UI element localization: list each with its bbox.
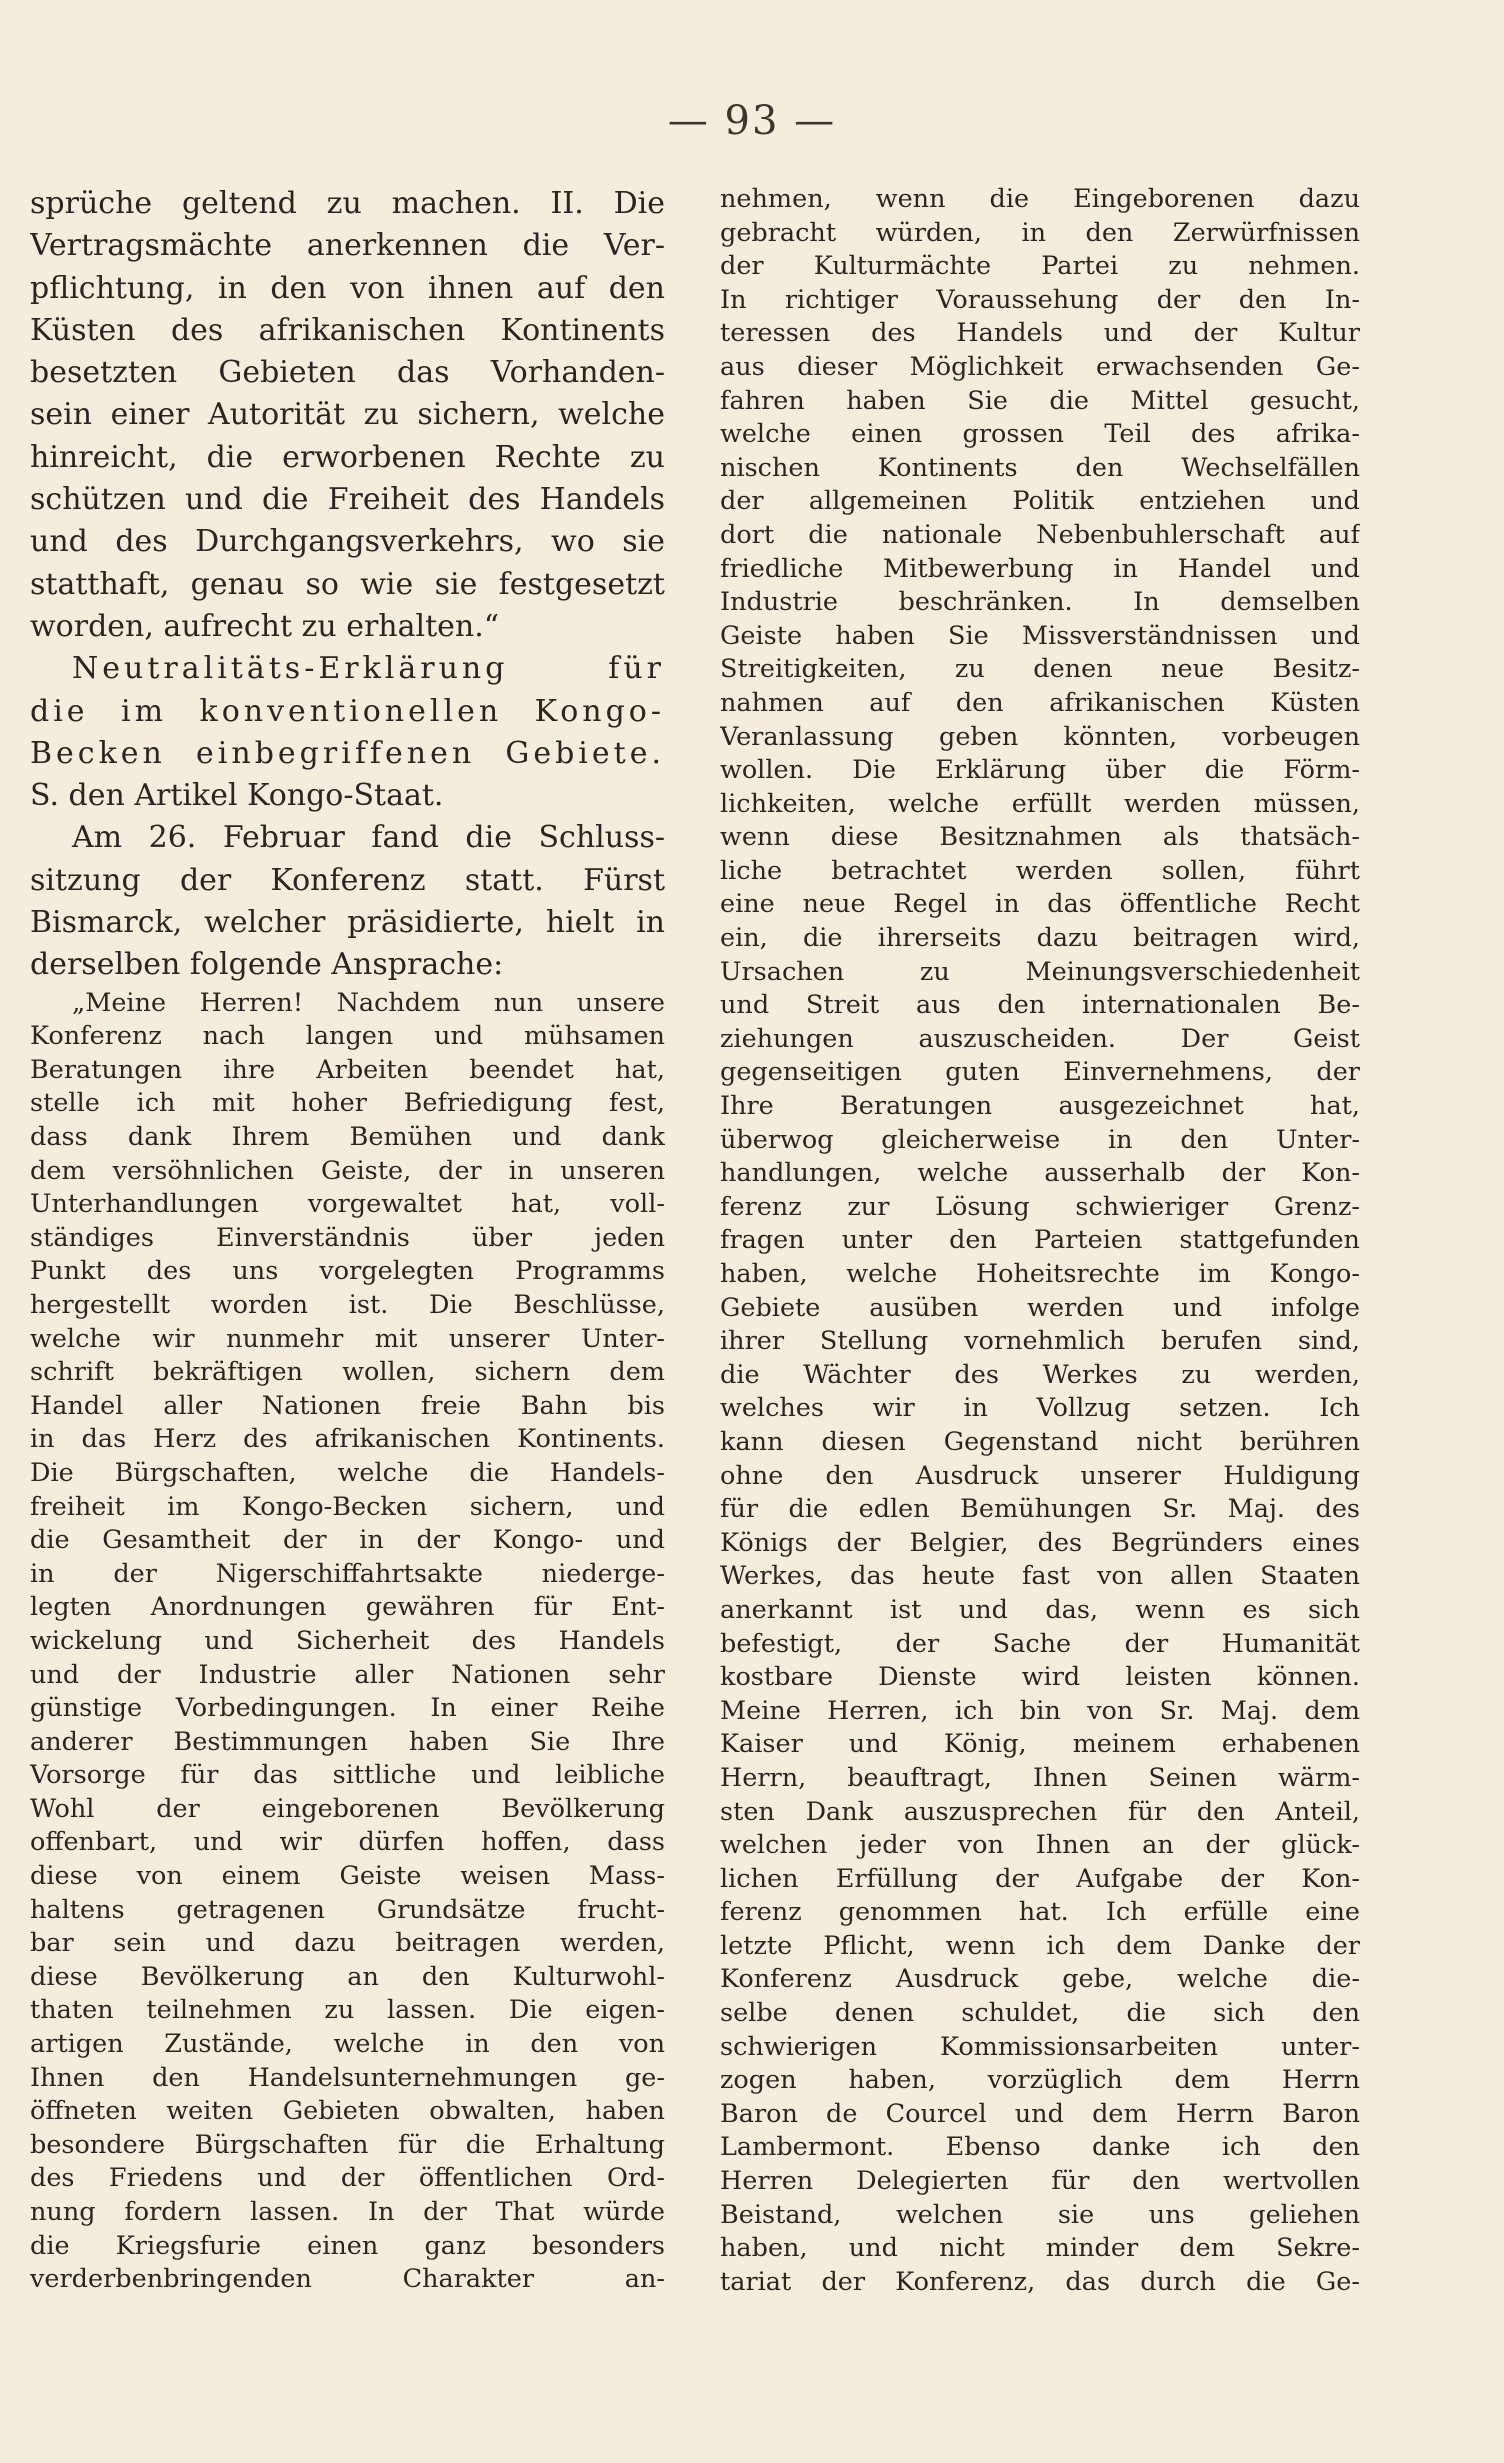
quote-line: Herrn, beauftragt, Ihnen Seinen wärm- bbox=[720, 1762, 1360, 1793]
quote-line: Beratungen ihre Arbeiten beendet hat, bbox=[30, 1054, 665, 1085]
quote-line: anderer Bestimmungen haben Sie Ihre bbox=[30, 1726, 665, 1757]
quote-line: haltens getragenen Grundsätze frucht- bbox=[30, 1894, 665, 1925]
quote-line: kostbare Dienste wird leisten können. bbox=[720, 1662, 1360, 1693]
section-heading-line: Neutralitäts-Erklärung für bbox=[72, 651, 665, 687]
quote-line: thaten teilnehmen zu lassen. Die eigen- bbox=[30, 1995, 665, 2026]
quote-line: diese von einem Geiste weisen Mass- bbox=[30, 1861, 665, 1892]
quote-line: Konferenz Ausdruck gebe, welche die- bbox=[720, 1964, 1360, 1995]
text-line: worden, aufrecht zu erhalten.“ bbox=[30, 608, 500, 644]
quote-line: ziehungen auszuscheiden. Der Geist bbox=[720, 1023, 1360, 1054]
quote-line: fahren haben Sie die Mittel gesucht, bbox=[720, 385, 1360, 416]
speech-quote-text bbox=[30, 987, 665, 2297]
quote-line: nehmen, wenn die Eingeborenen dazu bbox=[720, 184, 1360, 214]
quote-line: Vorsorge für das sittliche und leibliche bbox=[30, 1760, 665, 1791]
text-line: sprüche geltend zu machen. II. Die bbox=[30, 186, 665, 221]
quote-line: Ihnen den Handelsunternehmungen ge- bbox=[30, 2062, 665, 2093]
text-line: pflichtung, in den von ihnen auf den bbox=[30, 270, 665, 306]
quote-line: freiheit im Kongo-Becken sichern, und bbox=[30, 1491, 665, 1522]
quote-line: Unterhandlungen vorgewaltet hat, voll- bbox=[30, 1189, 665, 1220]
quote-line: selbe denen schuldet, die sich den bbox=[720, 1998, 1360, 2029]
quote-line: legten Anordnungen gewähren für Ent- bbox=[30, 1592, 665, 1623]
quote-line: Streitigkeiten, zu denen neue Besitz- bbox=[720, 654, 1360, 685]
quote-line: schwierigen Kommissionsarbeiten unter- bbox=[720, 2031, 1360, 2062]
quote-line: fragen unter den Parteien stattgefunden bbox=[720, 1225, 1360, 1256]
quote-line: Beistand, welchen sie uns geliehen bbox=[720, 2199, 1360, 2230]
quote-line: ein, die ihrerseits dazu beitragen wird, bbox=[720, 923, 1360, 954]
text-line: hinreicht, die erworbenen Rechte zu bbox=[30, 439, 665, 475]
text-line: sein einer Autorität zu sichern, welche bbox=[30, 397, 665, 433]
quote-line: wickelung und Sicherheit des Handels bbox=[30, 1625, 665, 1656]
quote-line: wollen. Die Erklärung über die Förm- bbox=[720, 755, 1360, 786]
quote-line: nahmen auf den afrikanischen Küsten bbox=[720, 687, 1360, 718]
quote-line: in das Herz des afrikanischen Kontinents. bbox=[30, 1424, 665, 1455]
quote-line: besondere Bürgschaften für die Erhaltung bbox=[30, 2129, 665, 2160]
quote-line: die Wächter des Werkes zu werden, bbox=[720, 1359, 1360, 1390]
quote-line: verderbenbringenden Charakter an- bbox=[30, 2264, 665, 2295]
quote-line: befestigt, der Sache der Humanität bbox=[720, 1628, 1360, 1659]
quote-line: Konferenz nach langen und mühsamen bbox=[30, 1021, 665, 1052]
right-column bbox=[720, 183, 1360, 2299]
text-line: sitzung der Konferenz statt. Fürst bbox=[30, 862, 665, 898]
quote-line: hergestellt worden ist. Die Beschlüsse, bbox=[30, 1289, 665, 1320]
quote-line: eine neue Regel in das öffentliche Recht bbox=[720, 889, 1360, 920]
quote-line: Wohl der eingeborenen Bevölkerung bbox=[30, 1793, 665, 1824]
quote-line: Die Bürgschaften, welche die Handels- bbox=[30, 1457, 665, 1488]
quote-line: wenn diese Besitznahmen als thatsäch- bbox=[720, 822, 1360, 853]
quote-line: letzte Pflicht, wenn ich dem Danke der bbox=[720, 1930, 1360, 1961]
text-line: Am 26. Februar fand die Schluss- bbox=[72, 820, 665, 856]
quote-line: und Streit aus den internationalen Be- bbox=[720, 990, 1360, 1021]
text-line: besetzten Gebieten das Vorhanden- bbox=[30, 355, 665, 391]
quote-line: stelle ich mit hoher Befriedigung fest, bbox=[30, 1088, 665, 1119]
quote-line: Lambermont. Ebenso danke ich den bbox=[720, 2132, 1360, 2163]
quote-line: Ihre Beratungen ausgezeichnet hat, bbox=[720, 1091, 1360, 1122]
quote-line: artigen Zustände, welche in den von bbox=[30, 2029, 665, 2060]
quote-line: für die edlen Bemühungen Sr. Maj. des bbox=[720, 1494, 1360, 1525]
quote-line: Ursachen zu Meinungsverschiedenheit bbox=[720, 956, 1360, 987]
quote-line: haben, und nicht minder dem Sekre- bbox=[720, 2233, 1360, 2264]
quote-line: tariat der Konferenz, das durch die Ge- bbox=[720, 2266, 1360, 2297]
quote-line: ferenz zur Lösung schwieriger Grenz- bbox=[720, 1191, 1360, 1222]
quote-line: ohne den Ausdruck unserer Huldigung bbox=[720, 1460, 1360, 1491]
quote-line: Gebiete ausüben werden und infolge bbox=[720, 1292, 1360, 1323]
quote-line: liche betrachtet werden sollen, führt bbox=[720, 855, 1360, 886]
quote-line: in der Nigerschiffahrtsakte niederge- bbox=[30, 1558, 665, 1589]
quote-line: welche einen grossen Teil des afrika- bbox=[720, 419, 1360, 450]
text-line: statthaft, genau so wie sie festgesetzt bbox=[30, 566, 665, 602]
quote-line: die Kriegsfurie einen ganz besonders bbox=[30, 2230, 665, 2261]
quote-line: dass dank Ihrem Bemühen und dank bbox=[30, 1122, 665, 1153]
quote-line: des Friedens und der öffentlichen Ord- bbox=[30, 2163, 665, 2194]
quote-line: Meine Herren, ich bin von Sr. Maj. dem bbox=[720, 1695, 1360, 1726]
quote-line: anerkannt ist und das, wenn es sich bbox=[720, 1594, 1360, 1625]
quote-line: sten Dank auszusprechen für den Anteil, bbox=[720, 1796, 1360, 1827]
quote-line: dort die nationale Nebenbuhlerschaft auf bbox=[720, 519, 1360, 550]
quote-line: „Meine Herren! Nachdem nun unsere bbox=[72, 987, 665, 1018]
quote-line: haben, welche Hoheitsrechte im Kongo- bbox=[720, 1259, 1360, 1289]
quote-line: bar sein und dazu beitragen werden, bbox=[30, 1928, 665, 1959]
quote-line: handlungen, welche ausserhalb der Kon- bbox=[720, 1158, 1360, 1189]
section-heading-line: die im konventionellen Kongo- bbox=[30, 693, 665, 729]
quote-line: ständiges Einverständnis über jeden bbox=[30, 1222, 665, 1253]
quote-line: Punkt des uns vorgelegten Programms bbox=[30, 1256, 665, 1287]
quote-line: teressen des Handels und der Kultur bbox=[720, 318, 1360, 349]
quote-line: ferenz genommen hat. Ich erfülle eine bbox=[720, 1897, 1360, 1928]
text-line: Bismarck, welcher präsidierte, hielt in bbox=[30, 905, 665, 941]
quote-line: Industrie beschränken. In demselben bbox=[720, 587, 1360, 618]
quote-line: günstige Vorbedingungen. In einer Reihe bbox=[30, 1693, 665, 1724]
quote-line: die Gesamtheit der in der Kongo- und bbox=[30, 1525, 665, 1556]
quote-line: kann diesen Gegenstand nicht berühren bbox=[720, 1426, 1360, 1457]
quote-line: offenbart, und wir dürfen hoffen, dass bbox=[30, 1827, 665, 1858]
quote-line: der allgemeinen Politik entziehen und bbox=[720, 486, 1360, 517]
quote-line: schrift bekräftigen wollen, sichern dem bbox=[30, 1357, 665, 1388]
quote-line: und der Industrie aller Nationen sehr bbox=[30, 1659, 665, 1690]
quote-line: Kaiser und König, meinem erhabenen bbox=[720, 1729, 1360, 1760]
quote-line: diese Bevölkerung an den Kulturwohl- bbox=[30, 1961, 665, 1992]
section-heading-line: Becken einbegriffenen Gebiete. bbox=[30, 735, 665, 771]
quote-line: welche wir nunmehr mit unserer Unter- bbox=[30, 1323, 665, 1354]
quote-line: Werkes, das heute fast von allen Staaten bbox=[720, 1561, 1360, 1592]
quote-line: lichen Erfüllung der Aufgabe der Kon- bbox=[720, 1863, 1360, 1894]
quote-line: öffneten weiten Gebieten obwalten, haben bbox=[30, 2096, 665, 2127]
quote-line: dem versöhnlichen Geiste, der in unseren bbox=[30, 1155, 665, 1186]
quote-line: gebracht würden, in den Zerwürfnissen bbox=[720, 217, 1360, 248]
text-line: schützen und die Freiheit des Handels bbox=[30, 482, 665, 518]
text-line: derselben folgende Ansprache: bbox=[30, 947, 504, 983]
quote-line: In richtiger Voraussehung der den In- bbox=[720, 284, 1360, 315]
quote-line: zogen haben, vorzüglich dem Herrn bbox=[720, 2065, 1360, 2096]
quote-line: Herren Delegierten für den wertvollen bbox=[720, 2166, 1360, 2197]
quote-line: nischen Kontinents den Wechselfällen bbox=[720, 452, 1360, 483]
quote-line: lichkeiten, welche erfüllt werden müssen, bbox=[720, 788, 1360, 819]
quote-line: ihrer Stellung vornehmlich berufen sind, bbox=[720, 1326, 1360, 1357]
text-line: und des Durchgangsverkehrs, wo sie bbox=[30, 524, 665, 560]
quote-line: Königs der Belgier, des Begründers eines bbox=[720, 1527, 1360, 1558]
quote-line: welches wir in Vollzug setzen. Ich bbox=[720, 1393, 1360, 1424]
quote-line: gegenseitigen guten Einvernehmens, der bbox=[720, 1057, 1360, 1088]
page-number: — 93 — bbox=[667, 98, 837, 144]
quote-line: welchen jeder von Ihnen an der glück- bbox=[720, 1830, 1360, 1861]
quote-line: Handel aller Nationen freie Bahn bis bbox=[30, 1390, 665, 1421]
left-column bbox=[30, 183, 665, 2297]
quote-line: überwog gleicherweise in den Unter- bbox=[720, 1124, 1360, 1155]
quote-line: Baron de Courcel und dem Herrn Baron bbox=[720, 2098, 1360, 2129]
quote-line: friedliche Mitbewerbung in Handel und bbox=[720, 553, 1360, 584]
quote-line: der Kulturmächte Partei zu nehmen. bbox=[720, 251, 1360, 282]
quote-line: Geiste haben Sie Missverständnissen und bbox=[720, 620, 1360, 651]
quote-line: Veranlassung geben könnten, vorbeugen bbox=[720, 721, 1360, 752]
quote-line: aus dieser Möglichkeit erwachsenden Ge- bbox=[720, 351, 1360, 382]
cross-reference-line: S. den Artikel Kongo-Staat. bbox=[30, 778, 444, 814]
text-line: Vertragsmächte anerkennen die Ver- bbox=[30, 228, 665, 264]
quote-line: nung fordern lassen. In der That würde bbox=[30, 2197, 665, 2228]
text-line: Küsten des afrikanischen Kontinents bbox=[30, 312, 665, 348]
left-column-main-text bbox=[30, 183, 665, 987]
